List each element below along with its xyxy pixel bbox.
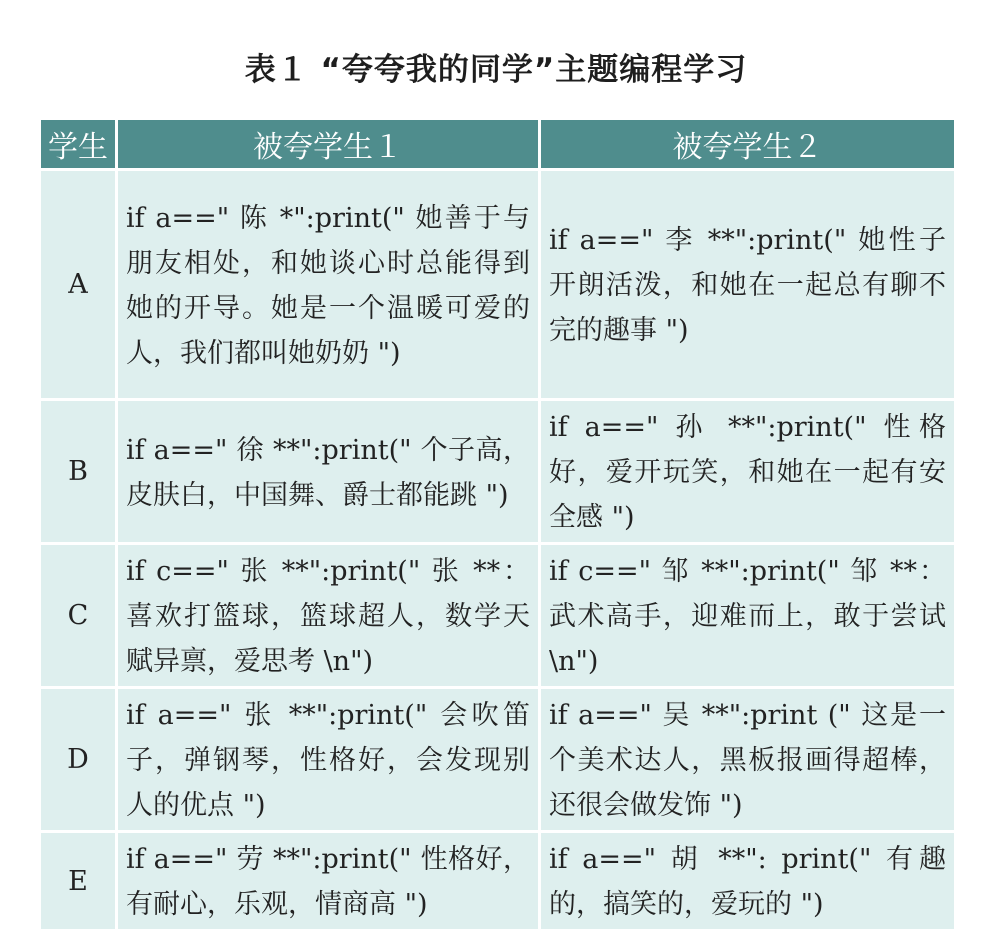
table-row (40, 544, 956, 688)
praise-cell-1: if a==" 徐 **":print(" 个子高，皮肤白，中国舞、爵士都能跳 ") (117, 400, 540, 544)
praise-cell-1: if a==" 张 **":print(" 会吹笛子，弹钢琴，性格好，会发现别人的优点 ") (117, 688, 540, 832)
praise-cell-1: if a==" 陈 *":print(" 她善于与朋友相处，和她谈心时总能得到她的开导。她是一个温暖可爱的人，我们都叫她奶奶 ") (117, 170, 540, 400)
header-student: 学生 (40, 120, 117, 170)
header-row (40, 120, 956, 170)
praise-cell-2: if a==" 胡 **": print(" 有趣的，搞笑的，爱玩的 ") (540, 832, 956, 931)
praise-cell-2: if a==" 孙 **":print(" 性格好，爱开玩笑，和她在一起有安全感 ") (540, 400, 956, 544)
header-praised-2: 被夸学生２ (540, 120, 956, 170)
praise-cell-1: if a==" 劳 **":print(" 性格好，有耐心，乐观，情商高 ") (117, 832, 540, 931)
praise-cell-2: if a==" 李 **":print(" 她性子开朗活泼，和她在一起总有聊不完的趣事 ") (540, 170, 956, 400)
praise-table (38, 120, 957, 932)
student-label: B (40, 400, 117, 544)
student-label: E (40, 832, 117, 931)
header-praised-1: 被夸学生１ (117, 120, 540, 170)
praise-cell-2: if c==" 邹 **":print(" 邹 **：武术高手，迎难而上，敢于尝试 \n") (540, 544, 956, 688)
student-label: D (40, 688, 117, 832)
table-row (40, 832, 956, 931)
student-label: A (40, 170, 117, 400)
table-row (40, 170, 956, 400)
praise-cell-2: if a==" 吴 **":print (" 这是一个美术达人，黑板报画得超棒，还很会做发饰 ") (540, 688, 956, 832)
student-label: C (40, 544, 117, 688)
table-row (40, 688, 956, 832)
table-title: 表１ “夸夸我的同学”主题编程学习 (244, 52, 748, 88)
table-row (40, 400, 956, 544)
praise-cell-1: if c==" 张 **":print(" 张 **：喜欢打篮球，篮球超人，数学天赋异禀，爱思考 \n") (117, 544, 540, 688)
